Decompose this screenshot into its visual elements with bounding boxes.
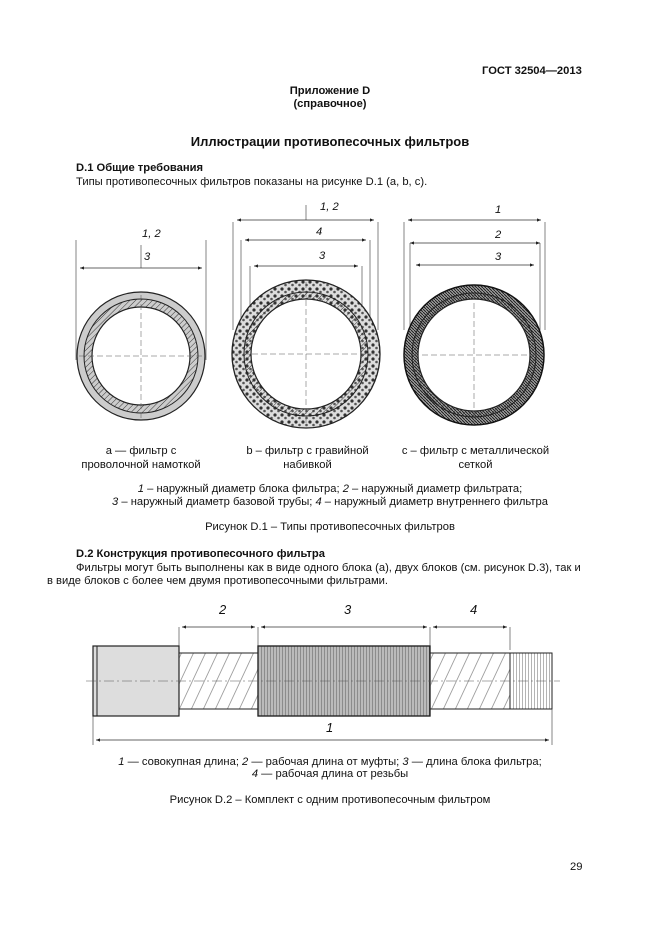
legend-text: — рабочая длина от резьбы (258, 768, 409, 780)
filter-a-section (76, 240, 206, 420)
legend-text: – наружный диаметр внутреннего фильтра (321, 496, 548, 508)
appendix-title: Приложение D (289, 85, 371, 97)
fig2-dim-3: 3 (344, 602, 352, 617)
fig2-dim-1: 1 (326, 720, 334, 735)
filter-b-section (232, 205, 380, 428)
legend-text: — длина блока фильтра; (408, 756, 542, 768)
fig1-a-caption-line1: а — фильтр с (105, 445, 177, 457)
figure-d2-drawing (86, 627, 560, 745)
filter-c-section (404, 220, 545, 425)
fig1-legend-line2 (60, 495, 600, 509)
fig1-caption: Рисунок D.1 – Типы противопесочных фильтров (205, 521, 455, 533)
legend-text: — совокупная длина; (124, 756, 243, 768)
d2-heading: D.2 Конструкция противопесочного фильтра (76, 548, 325, 560)
legend-num: 3 (112, 496, 119, 508)
legend-num: 1 (118, 756, 125, 768)
fig1-c-dim-mid: 2 (495, 229, 502, 241)
fig1-a-dim-top: 1, 2 (142, 228, 161, 240)
legend-text: – наружный диаметр блока фильтра; (144, 483, 343, 495)
fig2-dim-2: 2 (219, 602, 227, 617)
legend-text: – наружный диаметр базовой трубы; (118, 496, 316, 508)
d2-paragraph-line1: Фильтры могут быть выполнены как в виде одного блока (а), двух блоков (см. рисунок D.3), так и (76, 562, 581, 574)
fig1-a-dim-inner: 3 (144, 251, 151, 263)
appendix-note: (справочное) (293, 98, 367, 110)
legend-num: 1 (137, 483, 144, 495)
fig2-legend-line2 (60, 767, 600, 781)
d1-heading: D.1 Общие требования (76, 162, 204, 174)
legend-num: 2 (242, 756, 249, 768)
fig2-dim-4: 4 (470, 602, 478, 617)
fig1-b-caption-line1: b – фильтр с гравийной (246, 445, 369, 457)
fig1-a-caption-line2: проволочной намоткой (81, 459, 201, 471)
fig1-c-caption-line1: с – фильтр с металлической (401, 445, 550, 457)
fig1-b-caption-line2: набивкой (283, 459, 332, 471)
legend-text: — рабочая длина от муфты; (248, 756, 403, 768)
legend-num: 4 (315, 496, 322, 508)
fig1-c-caption-line2: сеткой (458, 459, 493, 471)
fig1-b-dim-top: 1, 2 (320, 201, 339, 213)
section-title: Иллюстрации противопесочных фильтров (190, 134, 470, 149)
legend-num: 2 (342, 483, 349, 495)
fig1-b-dim-inner: 3 (319, 250, 326, 262)
legend-text: – наружный диаметр фильтрата; (348, 483, 523, 495)
fig1-c-dim-top: 1 (495, 204, 502, 216)
fig2-caption: Рисунок D.2 – Комплект с одним противопесочным фильтром (169, 794, 491, 806)
fig1-legend-line1 (60, 482, 600, 496)
standard-number: ГОСТ 32504—2013 (482, 65, 582, 77)
legend-num: 3 (402, 756, 409, 768)
fig1-c-dim-inner: 3 (495, 251, 502, 263)
d2-paragraph-line2: в виде блоков с более чем двумя противопесочными фильтрами. (47, 575, 389, 587)
page-number: 29 (570, 861, 583, 873)
fig1-b-dim-mid: 4 (316, 226, 323, 238)
legend-num: 4 (251, 768, 259, 780)
d1-intro: Типы противопесочных фильтров показаны на рисунке D.1 (a, b, c). (76, 176, 428, 188)
